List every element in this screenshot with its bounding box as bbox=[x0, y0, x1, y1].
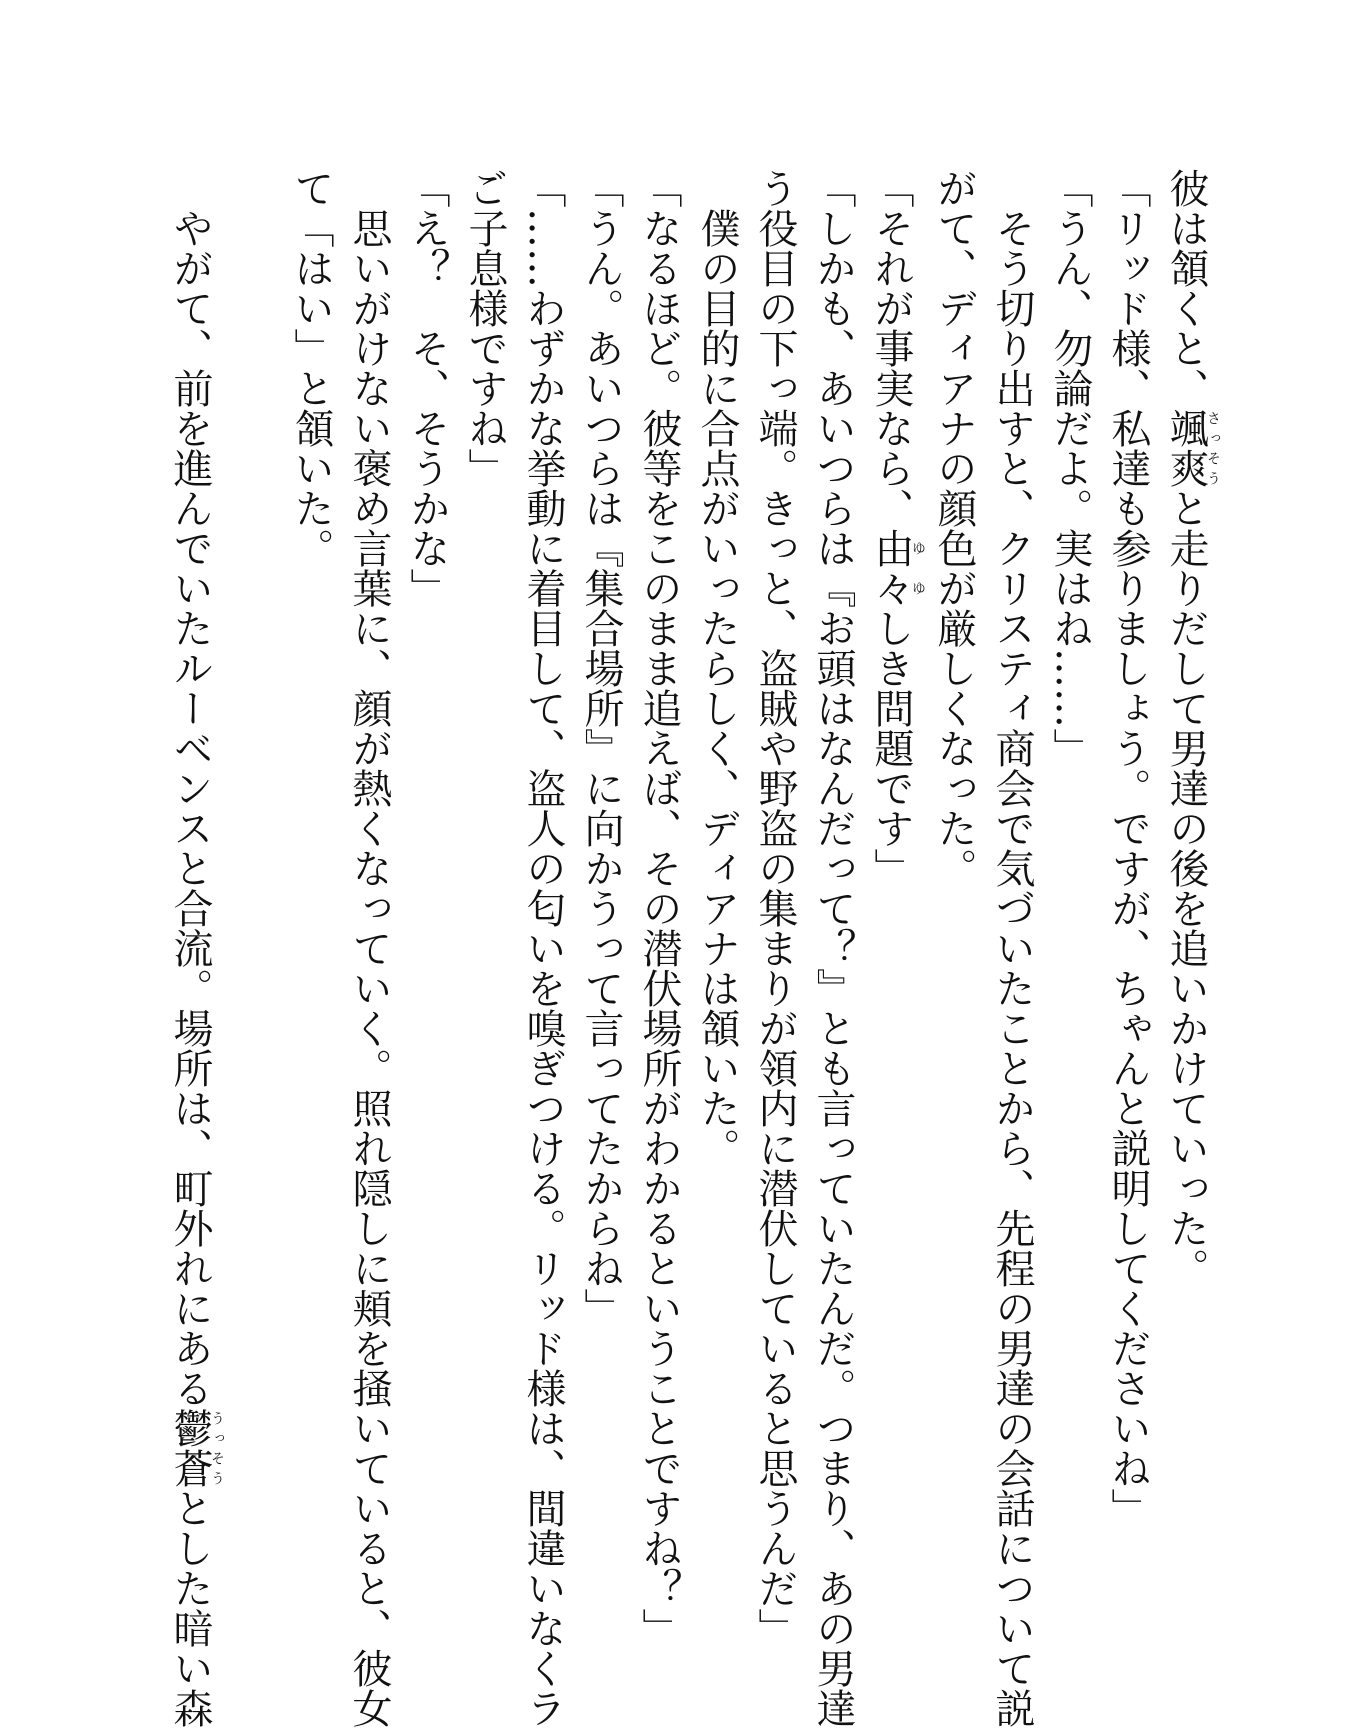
text-line bbox=[688, 168, 746, 1568]
ruby-word bbox=[167, 1408, 225, 1488]
ruby-word bbox=[868, 528, 926, 608]
text-line bbox=[1099, 168, 1157, 1568]
text-line bbox=[804, 168, 862, 1728]
text-run: とした暗い森 bbox=[167, 1488, 213, 1728]
text-line bbox=[1041, 168, 1099, 1568]
text-line bbox=[456, 168, 514, 1568]
vertical-text-body bbox=[161, 168, 1221, 1728]
text-line bbox=[398, 168, 456, 1568]
paragraph-break bbox=[224, 168, 282, 1568]
ruby-base: 由々 bbox=[868, 528, 914, 608]
text-line bbox=[630, 168, 688, 1648]
text-run: がて、ディアナの顔色が厳しくなった。 bbox=[931, 168, 977, 888]
text-line bbox=[572, 168, 630, 1568]
text-run: 「それが事実なら、 bbox=[868, 168, 914, 528]
text-run: て「はい」と頷いた。 bbox=[288, 168, 334, 568]
text-run: 僕の目的に合点がいったらしく、ディアナは頷いた。 bbox=[694, 168, 740, 1168]
ruby-reading: うっそう bbox=[209, 1408, 225, 1488]
text-run: 思いがけない褒め言葉に、顔が熱くなっていく。照れ隠しに頬を掻いていると、彼女 bbox=[346, 168, 392, 1728]
text-line bbox=[161, 168, 225, 1728]
text-run: 彼は頷くと、 bbox=[1163, 168, 1209, 408]
text-run: 「リッド様、私達も参りましょう。ですが、ちゃんと説明してくださいね」 bbox=[1105, 168, 1151, 1528]
text-line bbox=[340, 168, 398, 1728]
text-run: やがて、前を進んでいたルーベンスと合流。場所は、町外れにある bbox=[167, 168, 213, 1408]
text-run: 「なるほど。彼等をこのまま追えば、その潜伏場所がわかるということですね？」 bbox=[636, 168, 682, 1648]
text-run: 「……わずかな挙動に着目して、盗人の匂いを嗅ぎつける。リッド様は、間違いなくラ bbox=[520, 168, 566, 1728]
text-run: しき問題です」 bbox=[868, 608, 914, 888]
text-line bbox=[1157, 168, 1220, 1568]
ruby-reading: さっそう bbox=[1205, 408, 1221, 488]
text-run: と走りだして男達の後を追いかけていった。 bbox=[1163, 488, 1209, 1288]
text-run: そう切り出すと、クリスティ商会で気づいたことから、先程の男達の会話について説 bbox=[989, 168, 1035, 1728]
text-line bbox=[983, 168, 1041, 1728]
text-run: う役目の下っ端。きっと、盗賊や野盗の集まりが領内に潜伏していると思うんだ」 bbox=[752, 168, 798, 1648]
text-run: 「しかも、あいつらは『お頭はなんだって？』とも言っていたんだ。つまり、あの男達 bbox=[810, 168, 856, 1728]
text-run: 「うん。あいつらは『集合場所』に向かうって言ってたからね」 bbox=[578, 168, 624, 1328]
ruby-reading: ゆゆ bbox=[910, 528, 926, 608]
ruby-word bbox=[1163, 408, 1221, 488]
text-run: ご子息様ですね」 bbox=[462, 168, 508, 488]
ruby-base: 颯爽 bbox=[1163, 408, 1209, 488]
text-line bbox=[514, 168, 572, 1728]
text-line bbox=[746, 168, 804, 1648]
ruby-base: 鬱蒼 bbox=[167, 1408, 213, 1488]
text-line bbox=[925, 168, 983, 1568]
text-line bbox=[862, 168, 925, 1568]
text-run: 「え？ そ、そうかな」 bbox=[404, 168, 450, 608]
text-run: 「うん、勿論だよ。実はね……」 bbox=[1047, 168, 1093, 768]
text-line bbox=[282, 168, 340, 1568]
